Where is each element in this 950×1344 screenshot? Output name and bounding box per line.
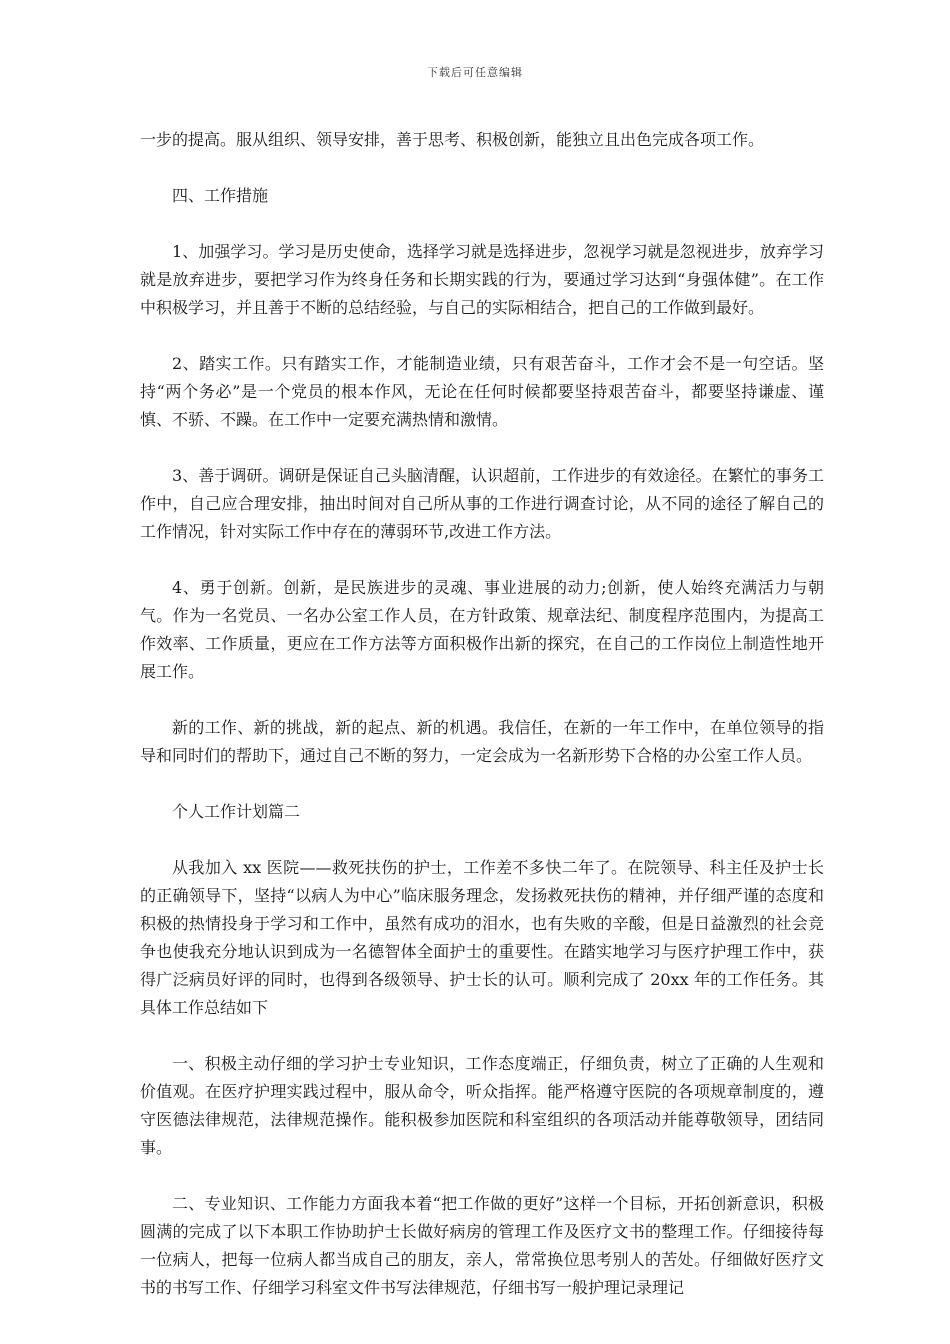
document-body <box>140 126 824 1330</box>
paragraph-hospital-intro: 从我加入 xx 医院——救死扶伤的护士，工作差不多快二年了。在院领导、科主任及护士长的正确领导下，坚持“以病人为中心”临床服务理念，发扬救死扶伤的精神，并仔细严谨的态度和积极的热情投身于学习和工作中，虽然有成功的泪水，也有失败的辛酸，但是日益激烈的社会竞争也使我充分地认识到成为一名德智体全面护士的重要性。在踏实地学习与医疗护理工作中，获得广泛病员好评的同时，也得到各级领导、护士长的认可。顺利完成了 20xx 年的工作任务。其具体工作总结如下 <box>140 858 824 1017</box>
paragraph-point-one: 一、积极主动仔细的学习护士专业知识，工作态度端正，仔细负责，树立了正确的人生观和价值观。在医疗护理实践过程中，服从命令，听众指挥。能严格遵守医院的各项规章制度的，遵守医德法律规范，法律规范操作。能积极参加医院和科室组织的各项活动并能尊敬领导，团结同事。 <box>140 1054 824 1157</box>
paragraph-innovation: 4、勇于创新。创新，是民族进步的灵魂、事业进展的动力;创新，使人始终充满活力与朝气。作为一名党员、一名办公室工作人员，在方针政策、规章法纪、制度程序范围内，为提高工作效率、工作质量，更应在工作方法等方面积极作出新的探究，在自己的工作岗位上制造性地开展工作。 <box>140 578 824 681</box>
page-header: 下载后可任意编辑 <box>427 66 523 79</box>
paragraph-new-challenges: 新的工作、新的挑战，新的起点、新的机遇。我信任，在新的一年工作中，在单位领导的指导和同时们的帮助下，通过自己不断的努力，一定会成为一名新形势下合格的办公室工作人员。 <box>140 718 824 765</box>
paragraph-strengthen-learning: 1、加强学习。学习是历史使命，选择学习就是选择进步，忽视学习就是忽视进步，放弃学习就是放弃进步，要把学习作为终身任务和长期实践的行为，要通过学习达到“身强体健”。在工作中积极学习，并且善于不断的总结经验，与自己的实际相结合，把自己的工作做到最好。 <box>140 242 824 317</box>
paragraph-point-two: 二、专业知识、工作能力方面我本着“把工作做的更好”这样一个目标，开拓创新意识，积极圆满的完成了以下本职工作协助护士长做好病房的管理工作及医疗文书的整理工作。仔细接待每一位病人，把每一位病人都当成自己的朋友，亲人，常常换位思考别人的苦处。仔细做好医疗文书的书写工作、仔细学习科室文件书写法律规范，仔细书写一般护理记录理记 <box>140 1194 824 1297</box>
section-heading-plan-two: 个人工作计划篇二 <box>172 802 301 821</box>
paragraph-solid-work: 2、踏实工作。只有踏实工作，才能制造业绩，只有艰苦奋斗，工作才会不是一句空话。坚持“两个务必”是一个党员的根本作风，无论在任何时候都要坚持艰苦奋斗，都要坚持谦虚、谨慎、不骄、不躁。在工作中一定要充满热情和激情。 <box>140 354 824 429</box>
section-heading-work-measures: 四、工作措施 <box>172 186 269 205</box>
paragraph-continuation: 一步的提高。服从组织、领导安排，善于思考、积极创新，能独立且出色完成各项工作。 <box>140 130 765 149</box>
paragraph-research: 3、善于调研。调研是保证自己头脑清醒，认识超前，工作进步的有效途径。在繁忙的事务工作中，自己应合理安排，抽出时间对自己所从事的工作进行调查讨论，从不同的途径了解自己的工作情况，针对实际工作中存在的薄弱环节,改进工作方法。 <box>140 466 824 541</box>
